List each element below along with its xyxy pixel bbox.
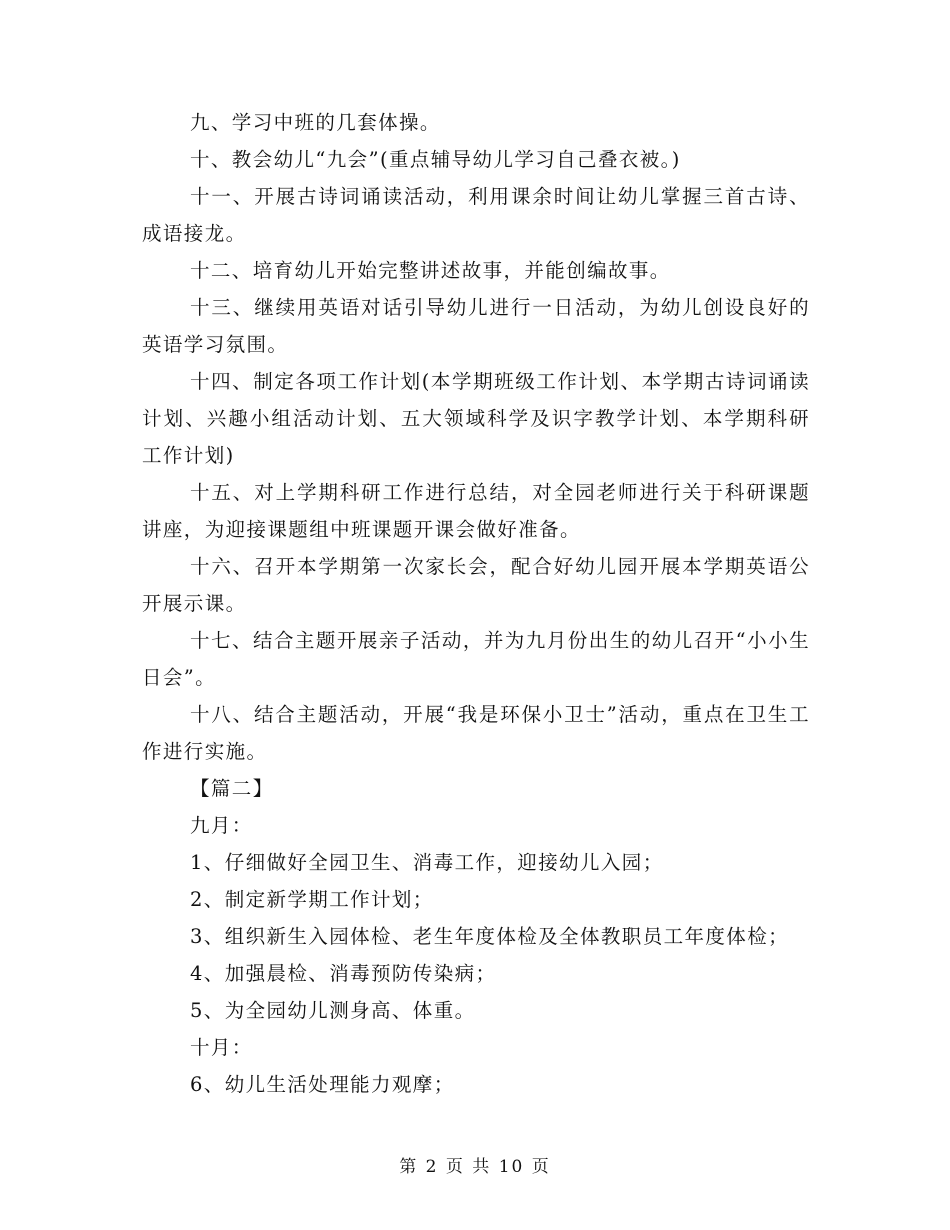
paragraph-item-14: 十四、制定各项工作计划(本学期班级工作计划、本学期古诗词诵读计划、兴趣小组活动计划、五大领域科学及识字教学计划、本学期科研工作计划) xyxy=(142,370,810,467)
list-item-1: 1、仔细做好全园卫生、消毒工作，迎接幼儿入园； xyxy=(190,851,664,874)
paragraph-item-12: 十二、培育幼儿开始完整讲述故事，并能创编故事。 xyxy=(190,259,671,282)
paragraph-item-16: 十六、召开本学期第一次家长会，配合好幼儿园开展本学期英语公开展示课。 xyxy=(142,555,810,615)
paragraph-item-18: 十八、结合主题活动，开展“我是环保小卫士”活动，重点在卫生工作进行实施。 xyxy=(142,703,810,763)
list-item-3: 3、组织新生入园体检、老生年度体检及全体教职员工年度体检； xyxy=(190,925,790,948)
month-heading-september: 九月： xyxy=(190,814,253,837)
paragraph-item-17: 十七、结合主题开展亲子活动，并为九月份出生的幼儿召开“小小生日会”。 xyxy=(142,629,810,689)
page-number-footer: 第 2 页 共 10 页 xyxy=(399,1157,551,1177)
paragraph-item-9: 九、学习中班的几套体操。 xyxy=(190,111,441,134)
paragraph-item-15: 十五、对上学期科研工作进行总结，对全园老师进行关于科研课题讲座，为迎接课题组中班课题开课会做好准备。 xyxy=(142,481,810,541)
document-body xyxy=(142,104,810,1103)
paragraph-item-13: 十三、继续用英语对话引导幼儿进行一日活动，为幼儿创设良好的英语学习氛围。 xyxy=(142,296,810,356)
paragraph-item-10: 十、教会幼儿“九会”(重点辅导幼儿学习自己叠衣被。) xyxy=(190,148,681,171)
list-item-5: 5、为全园幼儿测身高、体重。 xyxy=(190,999,476,1022)
list-item-2: 2、制定新学期工作计划； xyxy=(190,888,434,911)
month-heading-october: 十月： xyxy=(190,1036,253,1059)
list-item-6: 6、幼儿生活处理能力观摩； xyxy=(190,1073,455,1096)
section-heading: 【篇二】 xyxy=(190,777,274,800)
list-item-4: 4、加强晨检、消毒预防传染病； xyxy=(190,962,497,985)
paragraph-item-11: 十一、开展古诗词诵读活动，利用课余时间让幼儿掌握三首古诗、成语接龙。 xyxy=(142,185,810,245)
